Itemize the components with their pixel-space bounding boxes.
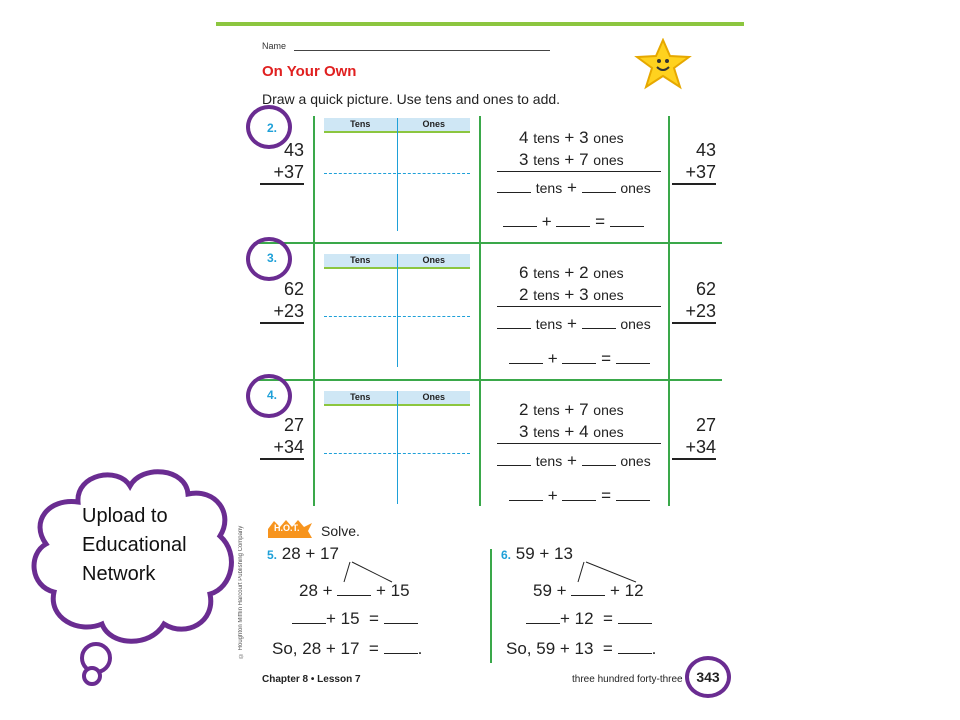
solve-label: Solve. bbox=[321, 523, 360, 539]
addend: +23 bbox=[260, 300, 304, 324]
addend: 62 bbox=[283, 279, 304, 299]
problem-5-line3: So, 28 + 17 = . bbox=[272, 639, 423, 658]
grid-line bbox=[479, 116, 481, 506]
tens-header: Tens bbox=[324, 118, 398, 131]
problem-number: 2. bbox=[267, 121, 278, 135]
page-number: 343 bbox=[685, 656, 731, 698]
footer-chapter: Chapter 8 • Lesson 7 bbox=[262, 674, 361, 685]
hot-badge-label: H.O.T. bbox=[274, 523, 300, 533]
vertical-addition-answer: 27 +34 bbox=[672, 414, 716, 460]
tens-ones-table[interactable] bbox=[324, 118, 470, 133]
problem-number: 3. bbox=[267, 251, 278, 265]
callout-text: Upload to Educational Network bbox=[82, 505, 187, 585]
addend: 27 bbox=[283, 415, 304, 435]
page-title: On Your Own bbox=[262, 63, 357, 80]
instruction-text: Draw a quick picture. Use tens and ones to add. bbox=[262, 91, 561, 107]
copyright: © Houghton Mifflin Harcourt Publishing Company bbox=[238, 525, 244, 658]
vertical-addition bbox=[260, 139, 304, 185]
vertical-addition bbox=[260, 278, 304, 324]
star-icon bbox=[634, 38, 692, 90]
tens-ones-table[interactable]: Tens Ones bbox=[324, 254, 470, 269]
grid-line bbox=[668, 116, 670, 506]
addend: 43 bbox=[283, 140, 304, 160]
divider bbox=[490, 549, 492, 663]
top-green-bar bbox=[216, 22, 744, 26]
problem-5-line1: 28 + + 15 bbox=[299, 581, 410, 600]
name-label: Name bbox=[262, 41, 287, 51]
vertical-addition-answer: 43 +37 bbox=[672, 139, 716, 185]
ones-header: Ones bbox=[422, 119, 445, 129]
problem-5-line2: + 15 = bbox=[292, 609, 418, 629]
tens-ones-table[interactable]: Tens Ones bbox=[324, 391, 470, 406]
grid-line bbox=[258, 242, 722, 244]
vertical-addition-answer: 62 +23 bbox=[672, 278, 716, 324]
problem-5-header: 5. 28 + 17 bbox=[267, 544, 339, 563]
problem-6-line1: 59 + + 12 bbox=[533, 581, 644, 600]
vertical-addition bbox=[260, 414, 304, 460]
problem-number: 4. bbox=[267, 388, 278, 402]
footer-page-words: three hundred forty-three bbox=[572, 674, 683, 685]
grid-line bbox=[258, 379, 722, 381]
problem-6-line2: + 12 = bbox=[526, 609, 652, 629]
problem-6-header: 6. 59 + 13 bbox=[501, 544, 573, 563]
name-line[interactable] bbox=[294, 50, 550, 51]
addend: +37 bbox=[260, 161, 304, 185]
problem-6-line3: So, 59 + 13 = . bbox=[506, 639, 657, 658]
addend: +34 bbox=[260, 436, 304, 460]
grid-line bbox=[313, 116, 315, 506]
